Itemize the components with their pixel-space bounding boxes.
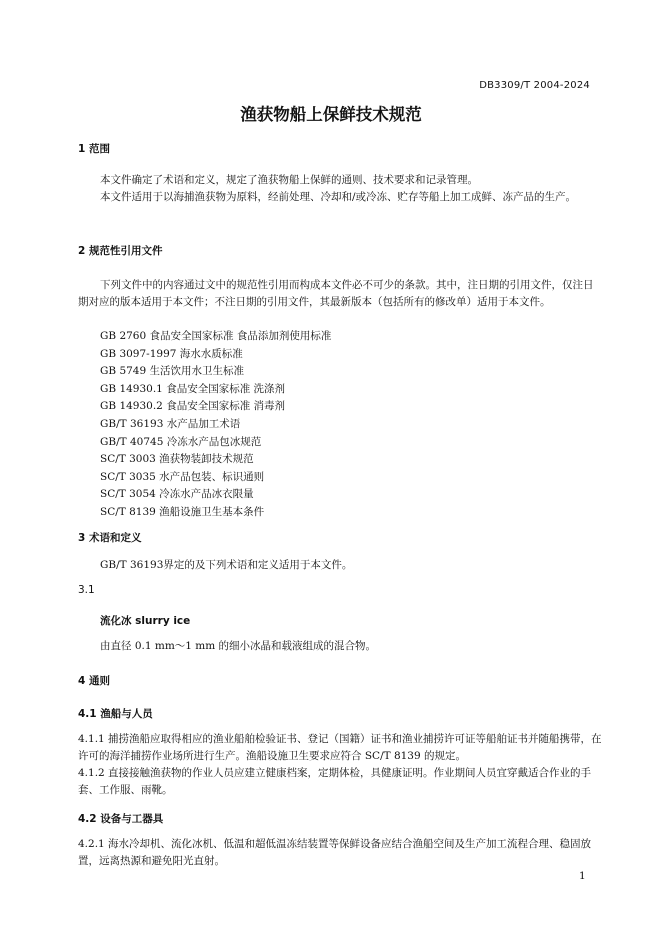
subsection-heading-vessel: 4.1 渔船与人员 [78,708,153,720]
subsection-heading-equipment: 4.2 设备与工器具 [78,813,164,825]
terms-intro: GB/T 36193界定的及下列术语和定义适用于本文件。 [100,559,353,571]
reference-list [100,328,331,522]
document-code: DB3309/T 2004-2024 [479,80,590,91]
reference-item: GB/T 40745 冷冻水产品包冰规范 [100,435,262,448]
document-title: 渔获物船上保鲜技术规范 [240,105,422,124]
term-definition: 由直径 0.1 mm～1 mm 的细小冰晶和载液组成的混合物。 [100,640,377,652]
reference-item: GB/T 36193 水产品加工术语 [100,417,241,430]
clause-number: 3.1 [78,584,95,596]
reference-item: GB 14930.1 食品安全国家标准 洗涤剂 [100,382,286,395]
reference-item: SC/T 8139 渔船设施卫生基本条件 [100,505,265,518]
page-number: 1 [579,870,586,882]
section-heading-normative: 2 规范性引用文件 [78,245,163,257]
clause-4-2-1: 4.2.1 海水冷却机、流化冰机、低温和超低温冻结装置等保鲜设备应结合渔船空间及生产加工流程合理、稳固放置，远离热源和避免阳光直射。 [78,838,592,867]
reference-item: GB 2760 食品安全国家标准 食品添加剂使用标准 [100,330,332,342]
scope-paragraph-1: 本文件确定了术语和定义，规定了渔获物船上保鲜的通则、技术要求和记录管理。 [100,174,478,186]
reference-item: GB 3097-1997 海水水质标准 [100,347,243,360]
section-heading-scope: 1 范围 [78,143,110,155]
section-heading-terms: 3 术语和定义 [78,532,142,544]
scope-paragraph-2: 本文件适用于以海捕渔获物为原料，经前处理、冷却和/或冷冻、贮存等船上加工成鲜、冻产品的生产。 [100,191,577,203]
normative-intro: 下列文件中的内容通过文中的规范性引用而构成本文件必不可少的条款。其中，注日期的引用文件，仅注日期对应的版本适用于本文件；不注日期的引用文件，其最新版本（包括所有的修改单）适用于本文件。 [78,279,594,308]
section-heading-general: 4 通则 [78,675,110,687]
reference-item: GB 14930.2 食品安全国家标准 消毒剂 [100,400,286,413]
reference-item: SC/T 3054 冷冻水产品冰衣限量 [100,488,254,501]
clause-4-1-2: 4.1.2 直接接触渔获物的作业人员应建立健康档案，定期体检，具健康证明。作业期间人员宜穿戴适合作业的手套、工作服、雨靴。 [78,767,592,796]
reference-item: SC/T 3003 渔获物装卸技术规范 [100,453,254,466]
clause-4-1-1: 4.1.1 捕捞渔船应取得相应的渔业船舶检验证书、登记（国籍）证书和渔业捕捞许可证等船舶证书并随船携带，在许可的海洋捕捞作业场所进行生产。渔船设施卫生要求应符合 SC/T 8139 的规定。 [78,733,602,762]
term-name: 流化冰 slurry ice [100,615,191,627]
reference-item: GB 5749 生活饮用水卫生标准 [100,365,245,378]
reference-item: SC/T 3035 水产品包装、标识通则 [100,470,265,483]
